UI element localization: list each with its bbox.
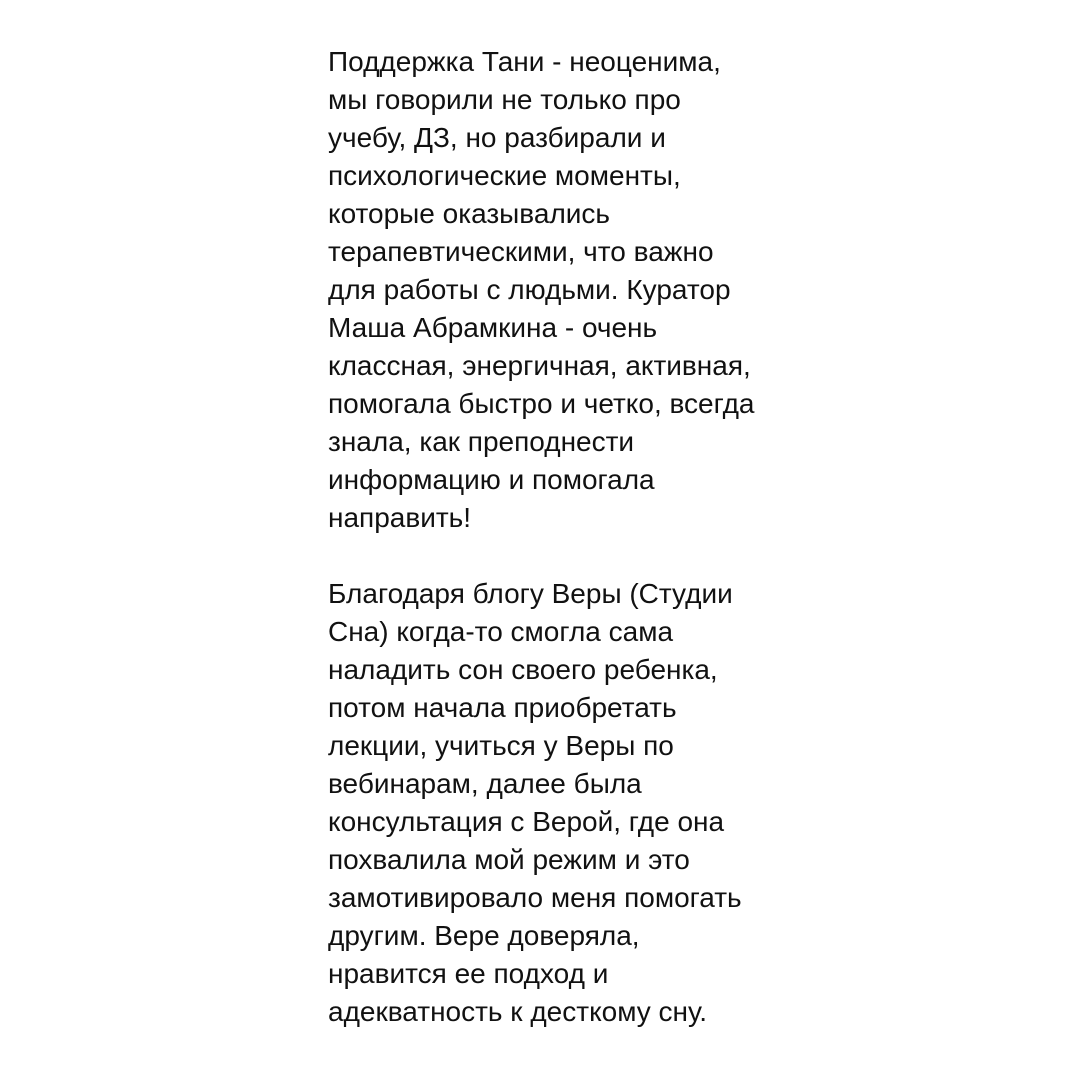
text-line: наладить сон своего ребенка,	[328, 654, 718, 685]
paragraph-blog	[328, 575, 770, 1031]
text-line: которые оказывались	[328, 198, 611, 229]
text-column	[328, 43, 770, 1031]
text-line: Поддержка Тани - неоценима,	[328, 46, 721, 77]
text-line: терапевтическими, что важно	[328, 236, 714, 267]
text-line: консультация с Верой, где она	[328, 806, 725, 837]
text-line: адекватность к десткому сну.	[328, 996, 707, 1027]
text-line: Сна) когда-то смогла сама	[328, 616, 674, 647]
text-line: информацию и помогала	[328, 464, 655, 495]
text-line: потом начала приобретать	[328, 692, 677, 723]
text-line: направить!	[328, 502, 472, 533]
paragraph-gap	[328, 537, 770, 575]
text-line: лекции, учиться у Веры по	[328, 730, 674, 761]
text-line: Благодаря блогу Веры (Студии	[328, 578, 733, 609]
text-line: нравится ее подход и	[328, 958, 609, 989]
text-line: психологические моменты,	[328, 160, 681, 191]
text-line: знала, как преподнести	[328, 426, 635, 457]
text-line: вебинарам, далее была	[328, 768, 642, 799]
text-line: мы говорили не только про	[328, 84, 681, 115]
text-line: классная, энергичная, активная,	[328, 350, 751, 381]
text-line: другим. Вере доверяла,	[328, 920, 640, 951]
text-line: помогала быстро и четко, всегда	[328, 388, 755, 419]
text-line: Маша Абрамкина - очень	[328, 312, 658, 343]
text-line: учебу, ДЗ, но разбирали и	[328, 122, 666, 153]
paragraph-support	[328, 43, 770, 537]
text-line: похвалила мой режим и это	[328, 844, 690, 875]
text-line: для работы с людьми. Куратор	[328, 274, 731, 305]
text-line: замотивировало меня помогать	[328, 882, 742, 913]
